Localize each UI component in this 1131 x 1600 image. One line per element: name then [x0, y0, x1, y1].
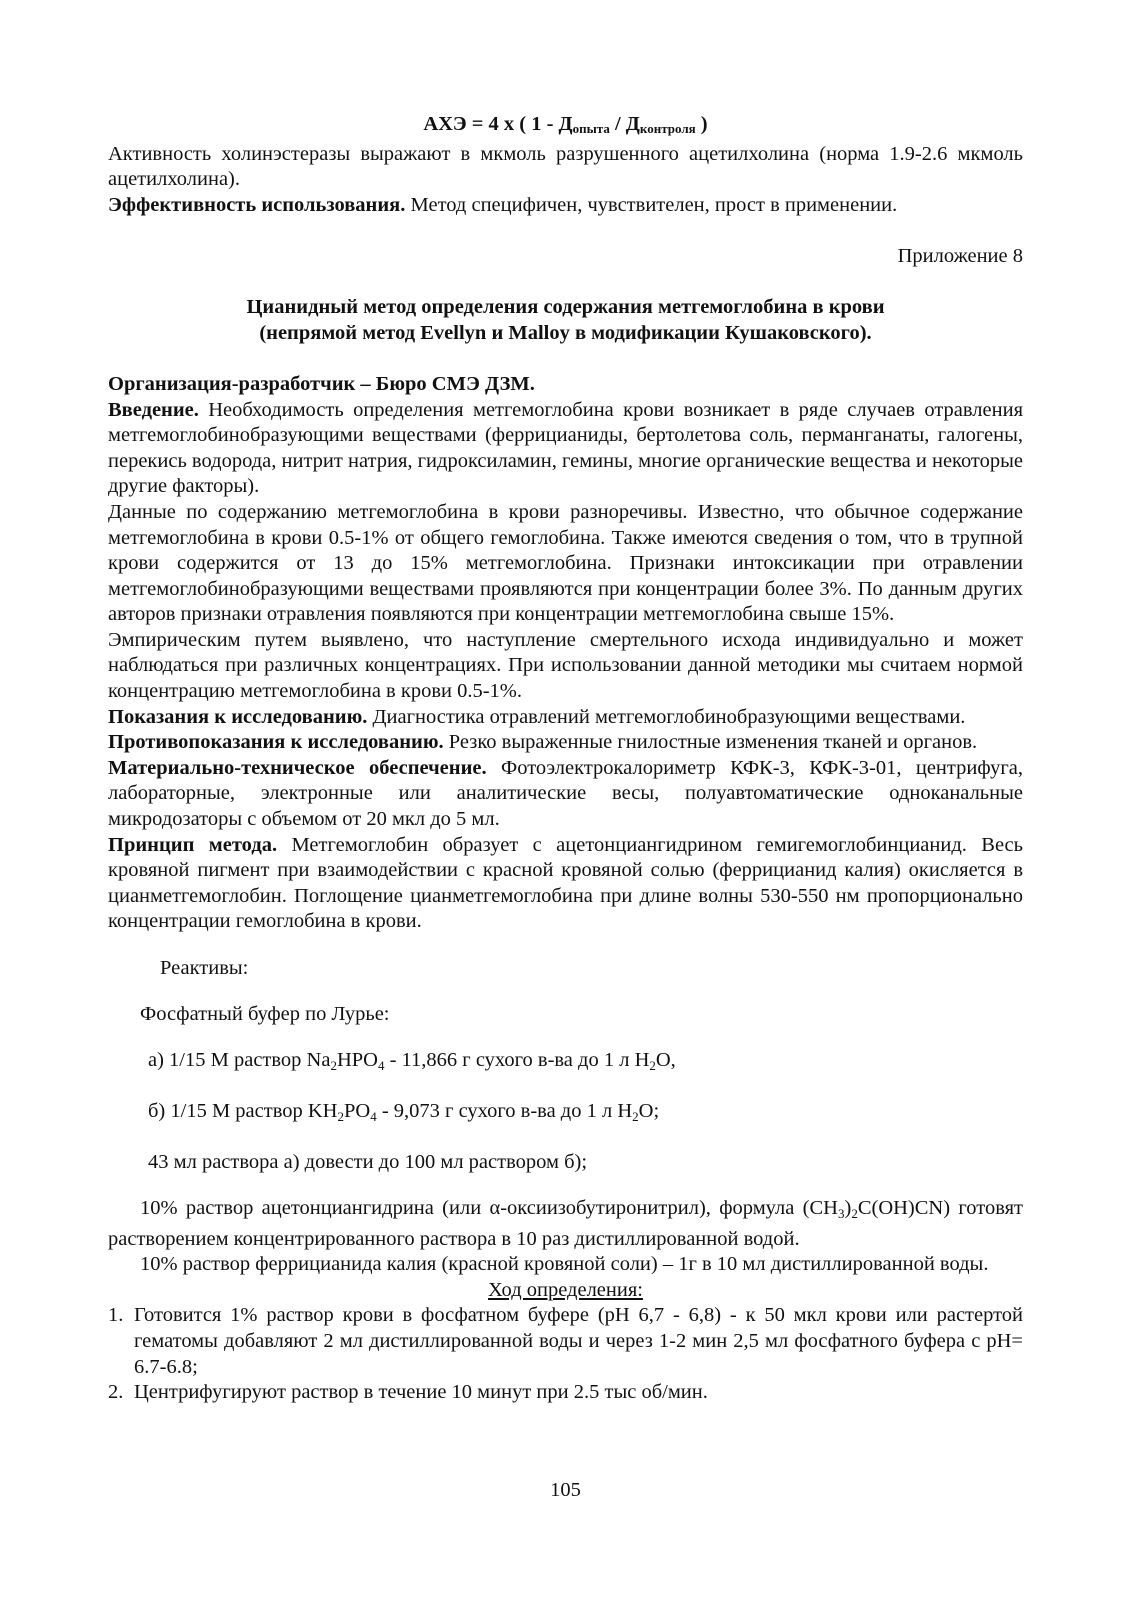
method-title-line2: (непрямой метод Evellyn и Malloy в модификации Кушаковского). [259, 321, 872, 344]
ache-formula: АХЭ = 4 х ( $1 - Д_{опыта} / Д_{контроля}$ ) [423, 113, 708, 136]
contraindications-label: Противопоказания к исследованию. [108, 731, 444, 754]
intro-paragraph: Введение. Необходимость определения метгемоглобина крови возникает в ряде случаев отравления метгемоглобинобразующими веществами (феррицианиды, бертолетова соль, перманганаты, галогены, перекись водорода, нитрит натрия, гидроксиламин, гемины, многие органические вещества и некоторые другие факторы). [108, 398, 1023, 498]
buffer-b-line: б) 1/15 М раствор KH2PO4 - 9,073 г сухого в-ва до 1 л H2O; [148, 1099, 660, 1124]
efficiency-label: Эффективность использования. [108, 193, 406, 216]
reagents-heading: Реактивы: [160, 956, 249, 979]
data-paragraph: Данные по содержанию метгемоглобина в крови разноречивы. Известно, что обычное содержание метгемоглобина в крови 0.5-1% от общего гемоглобина. Также имеются сведения о том, что в трупной крови содержится от 13 до 15% метгемоглобина. Признаки интоксикации при отравлении метгемоглобинобразующими веществами проявляются при концентрации более 3%. По данным других авторов признаки отравления появляются при концентрации метгемоглобина свыше 15%. [108, 500, 1023, 626]
empirical-paragraph: Эмпирическим путем выявлено, что наступление смертельного исхода индивидуально и может наблюдаться при различных концентрациях. При использовании данной методики мы считаем нормой концентрацию метгемоглобина в крови 0.5-1%. [108, 628, 1023, 703]
page-number: 105 [550, 1479, 581, 1501]
intro-label: Введение. [108, 398, 199, 421]
procedure-heading: Ход определения: [488, 1278, 643, 1301]
equipment-paragraph: Материально-техническое обеспечение. Фотоэлектрокалориметр КФК-3, КФК-3-01, центрифуга, лабораторные, электронные или аналитические весы, полуавтоматические одноканальные микродозаторы с объемом от 20 мкл до 5 мл. [108, 756, 1023, 831]
contraindications-paragraph: Противопоказания к исследованию. Резко выраженные гнилостные изменения тканей и органов. [108, 731, 978, 754]
page-body [108, 112, 1023, 1406]
procedure-step: 2. Центрифугируют раствор в течение 10 минут при 2.5 тыс об/мин. [108, 1381, 708, 1404]
appendix-label: Приложение 8 [897, 244, 1023, 267]
procedure-step: 1. Готовится 1% раствор крови в фосфатном буфере (рН 6,7 - 6,8) - к 50 мкл крови или растертой гематомы добавляют 2 мл дистиллированной воды и через 1-2 мин 2,5 мл фосфатного буфера с рН= 6.7-6.8; [108, 1304, 1023, 1378]
principle-paragraph: Принцип метода. Метгемоглобин образует с ацетонциангидрином гемигемоглобинцианид. Весь кровяной пигмент при взаимодействии с красной кровяной солью (феррицианид калия) окисляется в цианметгемоглобин. Поглощение цианметгемоглобина при длине волны 530-550 нм пропорционально концентрации гемоглобина в крови. [108, 833, 1024, 933]
method-title-line1: Цианидный метод определения содержания метгемоглобина в крови [246, 296, 885, 319]
buffer-mix-line: 43 мл раствора а) довести до 100 мл раствором б); [148, 1150, 588, 1173]
acetone-paragraph: 10% раствор ацетонциангидрина (или α-оксиизобутиронитрил), формула (CH3)2C(OH)CN) готовят растворением концентрированного раствора в 10 раз дистиллированной водой. [108, 1196, 1023, 1250]
principle-label: Принцип метода. [108, 833, 278, 856]
buffer-heading: Фосфатный буфер по Лурье: [140, 1002, 390, 1025]
indications-paragraph: Показания к исследованию. Диагностика отравлений метгемоглобинобразующими веществами. [108, 705, 966, 728]
organization-line: Организация-разработчик – Бюро СМЭ ДЗМ. [108, 372, 535, 395]
equipment-label: Материально-техническое обеспечение. [108, 756, 487, 779]
efficiency-paragraph: Эффективность использования. Метод специфичен, чувствителен, прост в применении. [108, 193, 898, 216]
activity-paragraph: Активность холинэстеразы выражают в мкмоль разрушенного ацетилхолина (норма 1.9-2.6 мкмоль ацетилхолина). [108, 142, 1023, 191]
buffer-a-line: а) 1/15 М раствор Na2HPO4 - 11,866 г сухого в-ва до 1 л H2O, [148, 1048, 676, 1073]
ferricyanide-paragraph: 10% раствор феррицианида калия (красной кровяной соли) – 1г в 10 мл дистиллированной воды. [140, 1253, 989, 1276]
indications-label: Показания к исследованию. [108, 705, 368, 728]
